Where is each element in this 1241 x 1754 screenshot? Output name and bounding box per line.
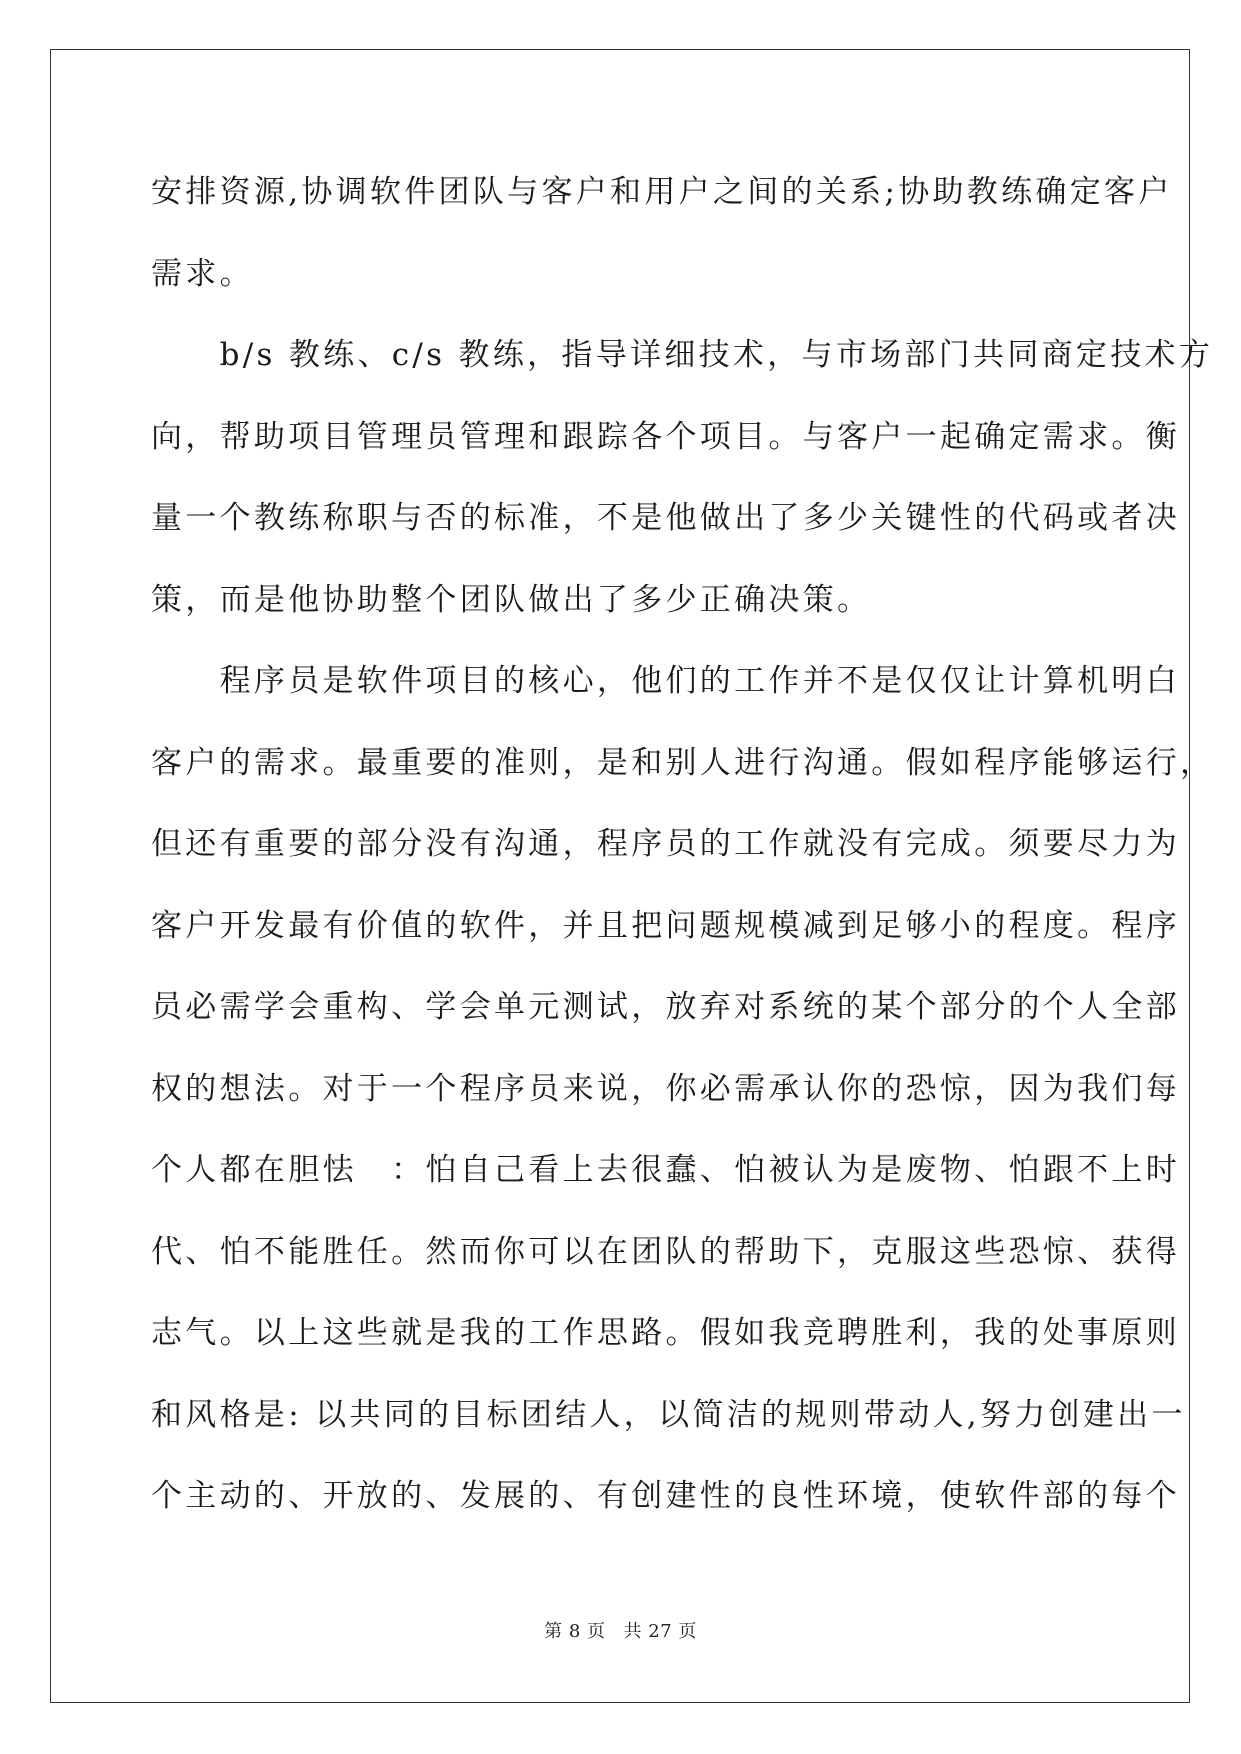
text-line: b/s 教练、c/s 教练，指导详细技术，与市场部门共同商定技术方 bbox=[151, 337, 1214, 373]
text-line: 个主动的、开放的、发展的、有创建性的良性环境，使软件部的每个 bbox=[151, 1478, 1180, 1514]
total-pages: 共 27 页 bbox=[623, 1621, 697, 1642]
text-line: 员必需学会重构、学会单元测试，放弃对系统的某个部分的个人全部 bbox=[151, 989, 1180, 1025]
text-line: 程序员是软件项目的核心，他们的工作并不是仅仅让计算机明白 bbox=[151, 663, 1180, 699]
document-body bbox=[151, 152, 1215, 1538]
page-footer bbox=[0, 1617, 1241, 1643]
text-line: 客户的需求。最重要的准则，是和别人进行沟通。假如程序能够运行， bbox=[151, 744, 1215, 781]
text-line: 策，而是他协助整个团队做出了多少正确决策。 bbox=[151, 581, 872, 618]
text-line: 客户开发最有价值的软件，并且把问题规模减到足够小的程度。程序 bbox=[151, 907, 1180, 944]
text-line: 量一个教练称职与否的标准，不是他做出了多少关键性的代码或者决 bbox=[151, 500, 1180, 536]
text-line: 个人都在胆怯 ：怕自己看上去很蠢、怕被认为是废物、怕跟不上时 bbox=[151, 1152, 1180, 1188]
text-line: 权的想法。对于一个程序员来说，你必需承认你的恐惊，因为我们每 bbox=[151, 1070, 1180, 1107]
text-line: 向，帮助项目管理员管理和跟踪各个项目。与客户一起确定需求。衡 bbox=[151, 418, 1180, 455]
text-line: 代、怕不能胜任。然而你可以在团队的帮助下，克服这些恐惊、获得 bbox=[151, 1233, 1180, 1270]
page-number: 第 8 页 bbox=[544, 1621, 606, 1642]
text-line: 但还有重要的部分没有沟通，程序员的工作就没有完成。须要尽力为 bbox=[151, 826, 1180, 862]
text-line: 和风格是: 以共同的目标团结人，以简洁的规则带动人,努力创建出一 bbox=[151, 1396, 1186, 1433]
text-line: 志气。以上这些就是我的工作思路。假如我竞聘胜利，我的处事原则 bbox=[151, 1315, 1180, 1351]
text-line: 需求。 bbox=[151, 255, 254, 292]
text-line: 安排资源,协调软件团队与客户和用户之间的关系;协助教练确定客户 bbox=[151, 174, 1173, 210]
